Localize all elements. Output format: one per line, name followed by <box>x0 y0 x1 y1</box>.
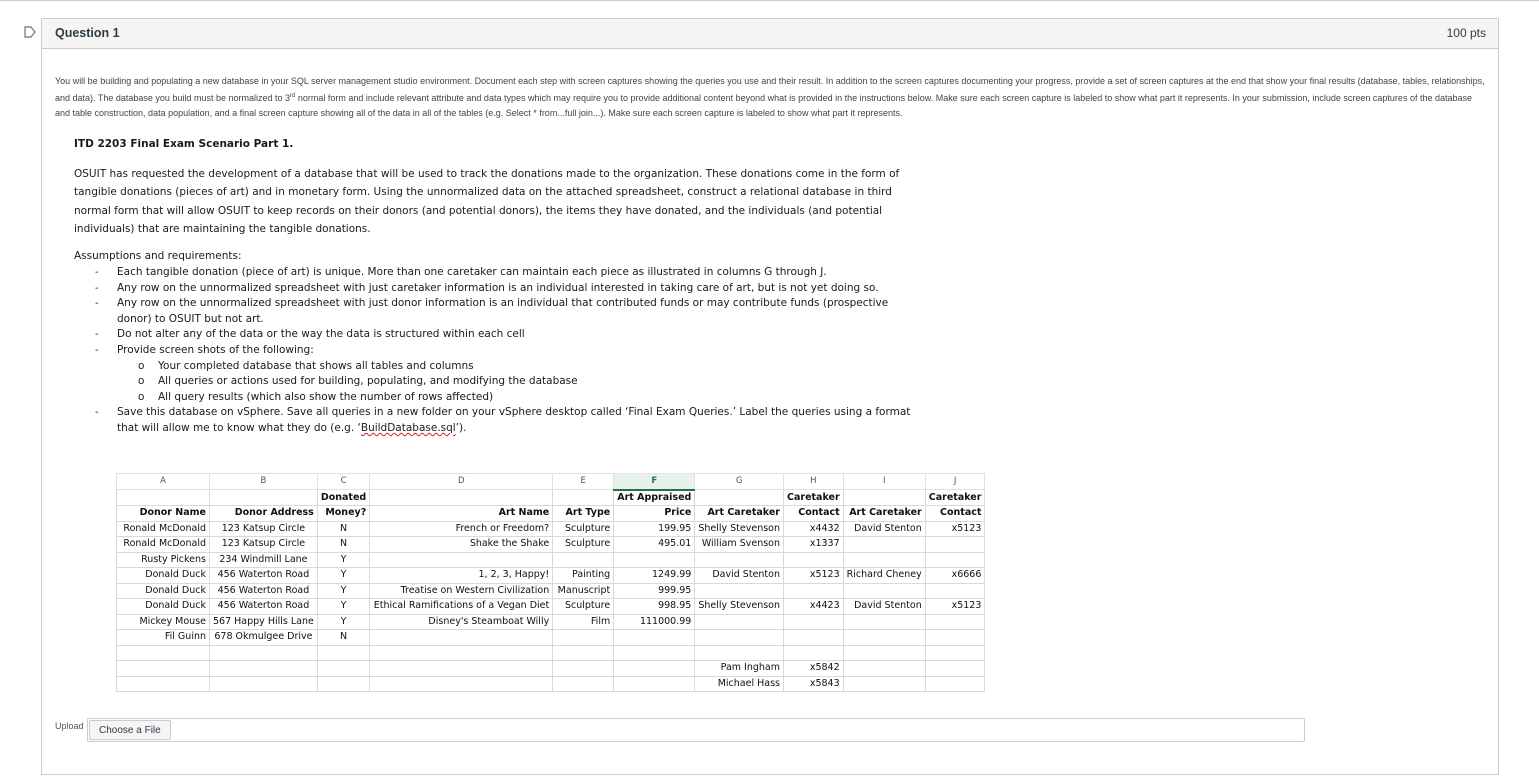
table-row <box>117 614 985 630</box>
question-header <box>42 19 1498 49</box>
table-cell <box>925 583 985 599</box>
list-item: - Provide screen shots of the following: <box>95 343 314 356</box>
sub-list-item: o Your completed database that shows all tables and columns <box>138 359 474 372</box>
table-cell: Y <box>317 583 369 599</box>
table-cell <box>925 630 985 646</box>
table-cell: 998.95 <box>614 599 695 615</box>
table-cell: Donald Duck <box>117 599 210 615</box>
table-cell <box>317 661 369 677</box>
table-cell: Painting <box>553 568 614 584</box>
assumptions-label: Assumptions and requirements: <box>74 250 242 262</box>
table-cell: x5123 <box>784 568 844 584</box>
scenario-paragraph: OSUIT has requested the development of a database that will be used to track the donations made to the organization. These donations come in the form of tangible donations (pieces of art) and in monetary form. Using the unnormalized data on the attached spreadsheet, construct a relational database in third normal form that will allow OSUIT to keep records on their donors (and potential donors), the items they have donated, and the individuals (and potential individuals) that are maintaining the tangible donations. <box>74 168 900 235</box>
sub-bullet-text: All query results (which also show the number of rows affected) <box>158 390 494 403</box>
table-cell: Pam Ingham <box>695 661 784 677</box>
table-cell <box>843 630 925 646</box>
table-cell <box>784 614 844 630</box>
table-cell: French or Freedom? <box>370 521 553 537</box>
bullet-text-post: ’). <box>455 421 467 434</box>
header-cell <box>117 490 210 506</box>
header-cell: Donor Name <box>117 506 210 522</box>
table-cell: David Stenton <box>695 568 784 584</box>
table-cell <box>614 552 695 568</box>
table-cell <box>925 676 985 692</box>
table-cell: 123 Katsup Circle <box>210 521 318 537</box>
table-cell <box>784 630 844 646</box>
table-row <box>117 630 985 646</box>
table-cell <box>117 676 210 692</box>
header-cell: Donor Address <box>210 506 318 522</box>
table-cell: x5842 <box>784 661 844 677</box>
question-card <box>41 18 1499 775</box>
header-cell: Contact <box>784 506 844 522</box>
column-letters-row <box>117 474 985 490</box>
sub-list-item: o All query results (which also show the number of rows affected) <box>138 390 494 403</box>
table-row <box>117 645 985 661</box>
table-row <box>117 676 985 692</box>
table-cell <box>210 676 318 692</box>
table-row <box>117 661 985 677</box>
table-cell: 456 Waterton Road <box>210 583 318 599</box>
table-cell: 567 Happy Hills Lane <box>210 614 318 630</box>
choose-file-button[interactable]: Choose a File <box>89 720 171 740</box>
upload-label: Upload <box>55 721 84 731</box>
table-row <box>117 521 985 537</box>
bullet-text: Any row on the unnormalized spreadsheet with just donor information is an individual that contributed funds or may contribute funds (prospective donor) to OSUIT but not art. <box>117 297 889 325</box>
bullet-text: Each tangible donation (piece of art) is unique. More than one caretaker can maintain each piece as illustrated in columns G through J. <box>117 266 827 278</box>
column-letter: E <box>553 474 614 490</box>
header-cell: Donated <box>317 490 369 506</box>
header-cell: Caretaker <box>925 490 985 506</box>
table-cell: Y <box>317 552 369 568</box>
table-cell: Mickey Mouse <box>117 614 210 630</box>
table-cell: Fil Guinn <box>117 630 210 646</box>
column-letter: J <box>925 474 985 490</box>
table-cell <box>614 676 695 692</box>
table-cell <box>614 645 695 661</box>
table-cell: x4432 <box>784 521 844 537</box>
table-cell: Michael Hass <box>695 676 784 692</box>
spreadsheet-image <box>116 473 985 692</box>
table-cell: x5843 <box>784 676 844 692</box>
table-cell: Y <box>317 599 369 615</box>
sub-bullet-text: Your completed database that shows all tables and columns <box>158 359 474 372</box>
table-cell <box>843 676 925 692</box>
top-divider <box>0 0 1539 1</box>
table-cell: Sculpture <box>553 537 614 553</box>
table-cell <box>370 552 553 568</box>
header-cell <box>210 490 318 506</box>
table-cell <box>553 661 614 677</box>
table-cell <box>117 661 210 677</box>
table-cell: 495.01 <box>614 537 695 553</box>
header-cell: Money? <box>317 506 369 522</box>
table-row <box>117 568 985 584</box>
table-cell: Sculpture <box>553 599 614 615</box>
table-row <box>117 583 985 599</box>
table-cell <box>370 630 553 646</box>
table-cell: 999.95 <box>614 583 695 599</box>
column-letter: A <box>117 474 210 490</box>
table-cell <box>695 630 784 646</box>
intro-text-2: normal form and include relevant attribute and data types which may require you to provide additional content beyond what is provided in the instructions below. Make sure each screen capture is labeled to show what part it represents. In your submission, include screen captures of the database and table construction, data population, and a final screen capture showing all of the data in all of the tables (e.g. Select * from...full join...). Make sure each screen capture is labeled to show what part it represents. <box>55 93 1472 119</box>
table-cell: Shelly Stevenson <box>695 599 784 615</box>
sub-bullet-text: All queries or actions used for building, populating, and modifying the database <box>158 375 578 388</box>
header-row <box>117 490 985 506</box>
table-cell <box>843 552 925 568</box>
header-cell: Art Type <box>553 506 614 522</box>
table-cell: Donald Duck <box>117 583 210 599</box>
bullet-text: Provide screen shots of the following: <box>117 343 314 356</box>
table-cell: David Stenton <box>843 599 925 615</box>
header-cell <box>843 490 925 506</box>
intro-superscript: rd <box>289 93 296 100</box>
table-cell <box>695 645 784 661</box>
table-cell <box>925 537 985 553</box>
list-item: - Save this database on vSphere. Save all queries in a new folder on your vSphere desktop called ‘Final Exam Queries.’ Label the queries using a format that will allow me to know what they do (e.g. ‘BuildDatabase.sql’). <box>95 406 911 434</box>
table-cell <box>117 645 210 661</box>
header-cell: Caretaker <box>784 490 844 506</box>
header-cell: Contact <box>925 506 985 522</box>
table-cell <box>843 614 925 630</box>
table-cell: Rusty Pickens <box>117 552 210 568</box>
table-cell: 456 Waterton Road <box>210 568 318 584</box>
intro-text-1: You will be building and populating a new database in your SQL server management studio environment. Document each step with screen captures showing the queries you use and their result. In addition to the screen captures documenting your progress, provide a set of screen captures at the end that show your final results (database, tables, relationships, and data). The database you build must be normalized to 3 <box>55 76 1485 104</box>
table-cell: x1337 <box>784 537 844 553</box>
table-cell: 111000.99 <box>614 614 695 630</box>
table-cell <box>553 645 614 661</box>
table-cell: Y <box>317 614 369 630</box>
table-cell: Treatise on Western Civilization <box>370 583 553 599</box>
table-cell <box>925 645 985 661</box>
table-cell <box>843 645 925 661</box>
column-letter: C <box>317 474 369 490</box>
question-title: Question 1 <box>55 26 120 40</box>
header-cell <box>553 490 614 506</box>
table-cell <box>695 552 784 568</box>
table-cell: Richard Cheney <box>843 568 925 584</box>
header-cell: Art Appraised <box>614 490 695 506</box>
table-cell: 234 Windmill Lane <box>210 552 318 568</box>
table-cell <box>925 552 985 568</box>
question-points: 100 pts <box>1446 26 1486 40</box>
table-cell <box>553 676 614 692</box>
header-cell: Art Caretaker <box>843 506 925 522</box>
table-cell <box>210 645 318 661</box>
table-cell <box>784 645 844 661</box>
table-cell: 456 Waterton Road <box>210 599 318 615</box>
column-letter: B <box>210 474 318 490</box>
table-cell <box>317 676 369 692</box>
question-instructions <box>55 74 1487 122</box>
header-cell: Art Name <box>370 506 553 522</box>
table-cell: David Stenton <box>843 521 925 537</box>
table-cell: Disney's Steamboat Willy <box>370 614 553 630</box>
table-cell: 678 Okmulgee Drive <box>210 630 318 646</box>
requirements-list <box>74 265 914 437</box>
file-upload-field[interactable] <box>87 718 1305 742</box>
header-cell: Price <box>614 506 695 522</box>
table-cell: N <box>317 537 369 553</box>
table-cell: 1249.99 <box>614 568 695 584</box>
table-cell: x5123 <box>925 599 985 615</box>
table-cell: Shake the Shake <box>370 537 553 553</box>
table-cell: Sculpture <box>553 521 614 537</box>
table-cell: Ronald McDonald <box>117 521 210 537</box>
table-cell <box>843 583 925 599</box>
header-cell: Art Caretaker <box>695 506 784 522</box>
table-cell <box>925 661 985 677</box>
table-cell <box>370 676 553 692</box>
header-cell <box>370 490 553 506</box>
flag-question-icon[interactable] <box>24 26 36 38</box>
scenario-heading: ITD 2203 Final Exam Scenario Part 1. <box>74 138 294 150</box>
table-cell <box>784 552 844 568</box>
column-letter: H <box>784 474 844 490</box>
table-row <box>117 537 985 553</box>
list-item: - Any row on the unnormalized spreadsheet with just caretaker information is an individual interested in taking care of art, but is not yet doing so. <box>95 281 879 294</box>
table-cell <box>614 630 695 646</box>
bullet-text: Do not alter any of the data or the way the data is structured within each cell <box>117 328 525 341</box>
list-item: - Each tangible donation (piece of art) is unique. More than one caretaker can maintain each piece as illustrated in columns G through J. <box>95 266 827 278</box>
table-cell: N <box>317 521 369 537</box>
table-cell: Y <box>317 568 369 584</box>
table-cell: x6666 <box>925 568 985 584</box>
table-cell: 199.95 <box>614 521 695 537</box>
table-row <box>117 599 985 615</box>
column-letter: I <box>843 474 925 490</box>
table-cell <box>614 661 695 677</box>
table-cell: Ronald McDonald <box>117 537 210 553</box>
list-item: - Any row on the unnormalized spreadsheet with just donor information is an individual that contributed funds or may contribute funds (prospective donor) to OSUIT but not art. <box>95 297 889 325</box>
bullet-text: Any row on the unnormalized spreadsheet with just caretaker information is an individual interested in taking care of art, but is not yet doing so. <box>117 281 879 294</box>
table-cell <box>370 645 553 661</box>
table-cell <box>210 661 318 677</box>
table-cell: N <box>317 630 369 646</box>
table-cell: Shelly Stevenson <box>695 521 784 537</box>
column-letter: D <box>370 474 553 490</box>
table-cell <box>843 537 925 553</box>
bullet-text-pre: Save this database on vSphere. Save all queries in a new folder on your vSphere desktop called ‘Final Exam Queries.’ Label the queries using a format that will allow me to know what they do (e.g. ‘ <box>117 406 911 434</box>
table-cell <box>695 583 784 599</box>
table-cell <box>784 583 844 599</box>
table-cell: Donald Duck <box>117 568 210 584</box>
table-cell <box>553 552 614 568</box>
table-cell <box>317 645 369 661</box>
table-cell: Ethical Ramifications of a Vegan Diet <box>370 599 553 615</box>
table-cell: 1, 2, 3, Happy! <box>370 568 553 584</box>
header-cell <box>695 490 784 506</box>
table-cell: 123 Katsup Circle <box>210 537 318 553</box>
table-cell <box>843 661 925 677</box>
table-cell <box>553 630 614 646</box>
table-cell: William Svenson <box>695 537 784 553</box>
table-cell: x4423 <box>784 599 844 615</box>
header-row <box>117 506 985 522</box>
table-cell: x5123 <box>925 521 985 537</box>
table-cell <box>695 614 784 630</box>
table-row <box>117 552 985 568</box>
table-cell <box>370 661 553 677</box>
filename-example: BuildDatabase.sql <box>360 421 456 434</box>
column-letter: G <box>695 474 784 490</box>
column-letter: F <box>614 474 695 490</box>
table-cell: Film <box>553 614 614 630</box>
list-item: - Do not alter any of the data or the way the data is structured within each cell <box>95 328 525 341</box>
sub-list-item: o All queries or actions used for building, populating, and modifying the database <box>138 375 578 388</box>
table-cell <box>925 614 985 630</box>
table-cell: Manuscript <box>553 583 614 599</box>
